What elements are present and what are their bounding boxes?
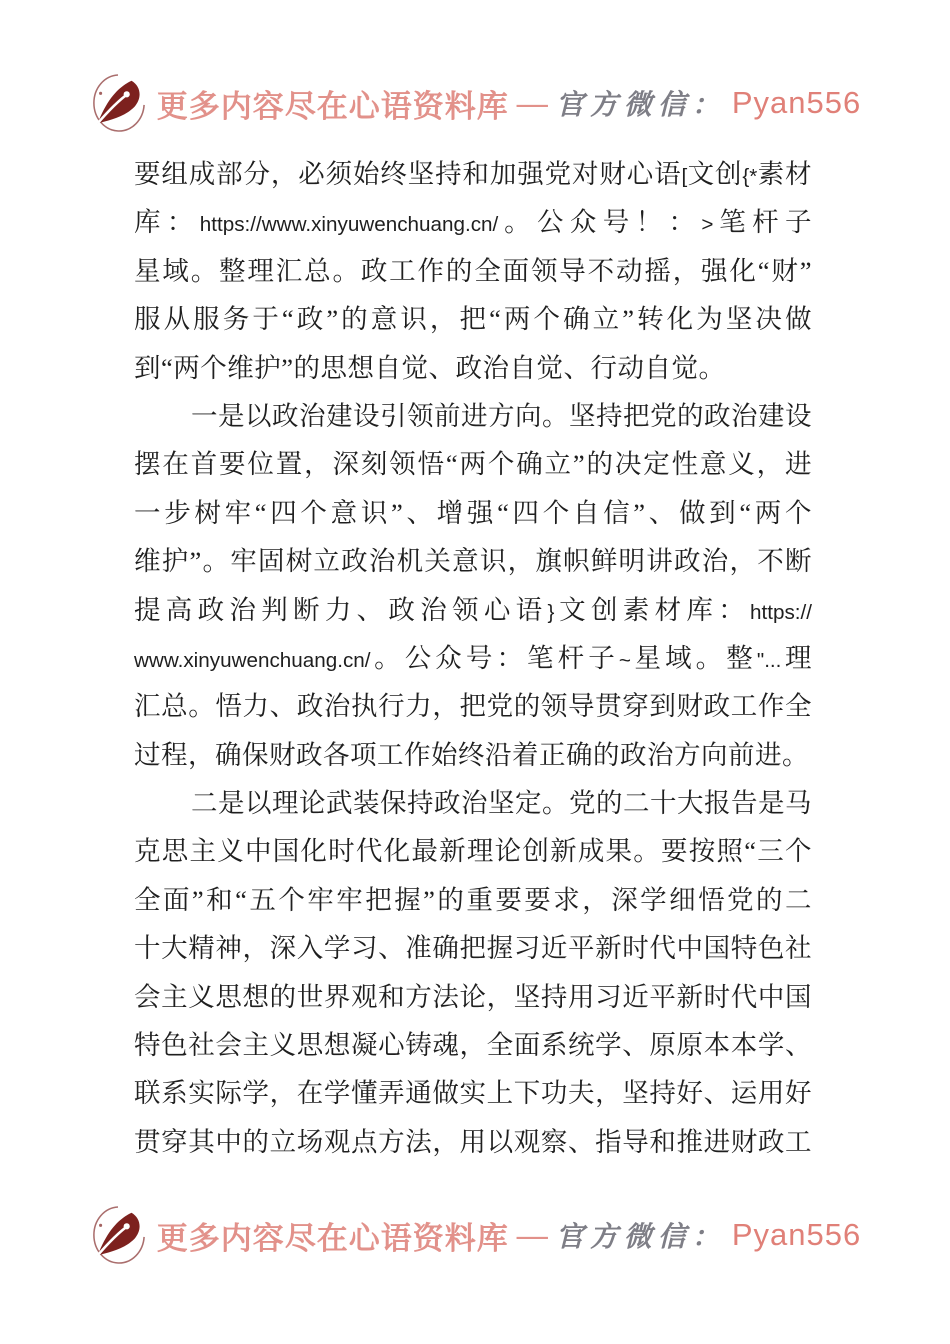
text-line: www.xinyuwenchuang.cn/。公众号：笔杆子~星域。整"...理	[134, 642, 812, 673]
text-line: 提高政治判断力、政治领心语}文创素材库：https://	[134, 594, 812, 625]
text-line: 库：https://www.xinyuwenchuang.cn/。公众号！：>笔杆子	[134, 207, 812, 238]
text-line: 全面”和“五个牢牢把握”的重要要求，深学细悟党的二	[134, 884, 812, 915]
watermark-wechat-id: Pyan556	[731, 1217, 862, 1252]
latin-text: https://www.xinyuwenchuang.cn/	[199, 213, 499, 237]
latin-text: >	[701, 213, 714, 237]
latin-text: ~	[618, 648, 631, 672]
latin-text: "...	[756, 648, 782, 672]
pen-nib-logo-icon	[89, 1204, 147, 1266]
text-line: 摆在首要位置，深刻领悟“两个确立”的决定性意义，进	[134, 449, 812, 480]
text-line: 十大精神，深入学习、准确把握习近平新时代中国特色社	[134, 933, 812, 964]
text-line: 一是以政治建设引领前进方向。坚持把党的政治建设	[190, 400, 812, 431]
latin-text: https://	[750, 600, 812, 624]
pen-nib-logo-icon	[89, 72, 147, 134]
latin-text: }	[547, 600, 555, 624]
watermark-wechat-id: Pyan556	[731, 85, 862, 120]
text-line: 服从服务于“政”的意识，把“两个确立”转化为坚决做	[134, 304, 812, 335]
watermark-footer	[0, 1204, 950, 1266]
watermark-brand-text: 更多内容尽在心语资料库	[156, 88, 509, 124]
watermark-separator: —	[516, 85, 548, 120]
text-line: 要组成部分，必须始终坚持和加强党对财心语[文创{*素材	[134, 159, 812, 189]
watermark-brand-text: 更多内容尽在心语资料库	[156, 1220, 509, 1256]
latin-text: www.xinyuwenchuang.cn/	[134, 648, 371, 672]
text-line: 维护”。牢固树立政治机关意识，旗帜鲜明讲政治，不断	[134, 546, 812, 577]
text-line: 汇总。悟力、政治执行力，把党的领导贯穿到财政工作全	[134, 691, 812, 722]
text-line: 过程，确保财政各项工作始终沿着正确的政治方向前进。	[134, 739, 809, 770]
watermark-separator: —	[516, 1217, 548, 1252]
text-line: 会主义思想的世界观和方法论，坚持用习近平新时代中国	[134, 981, 812, 1012]
watermark-wechat-label: 官方微信：	[555, 1220, 726, 1253]
text-line: 联系实际学，在学懂弄通做实上下功夫，坚持好、运用好	[134, 1078, 812, 1109]
text-line: 到“两个维护”的思想自觉、政治自觉、行动自觉。	[134, 352, 726, 383]
text-line: 星域。整理汇总。政工作的全面领导不动摇，强化“财”	[134, 255, 812, 286]
watermark-wechat-label: 官方微信：	[555, 88, 726, 121]
latin-text: [	[681, 165, 688, 188]
text-line: 二是以理论武装保持政治坚定。党的二十大报告是马	[190, 788, 812, 819]
document-body	[134, 150, 812, 1166]
latin-text: {*	[742, 165, 758, 188]
text-line: 克思主义中国化时代化最新理论创新成果。要按照“三个	[134, 836, 812, 867]
text-line: 贯穿其中的立场观点方法，用以观察、指导和推进财政工	[134, 1126, 812, 1157]
watermark-header	[0, 72, 950, 134]
text-line: 特色社会主义思想凝心铸魂，全面系统学、原原本本学、	[134, 1030, 812, 1061]
text-line: 一步树牢“四个意识”、增强“四个自信”、做到“两个	[134, 497, 812, 528]
